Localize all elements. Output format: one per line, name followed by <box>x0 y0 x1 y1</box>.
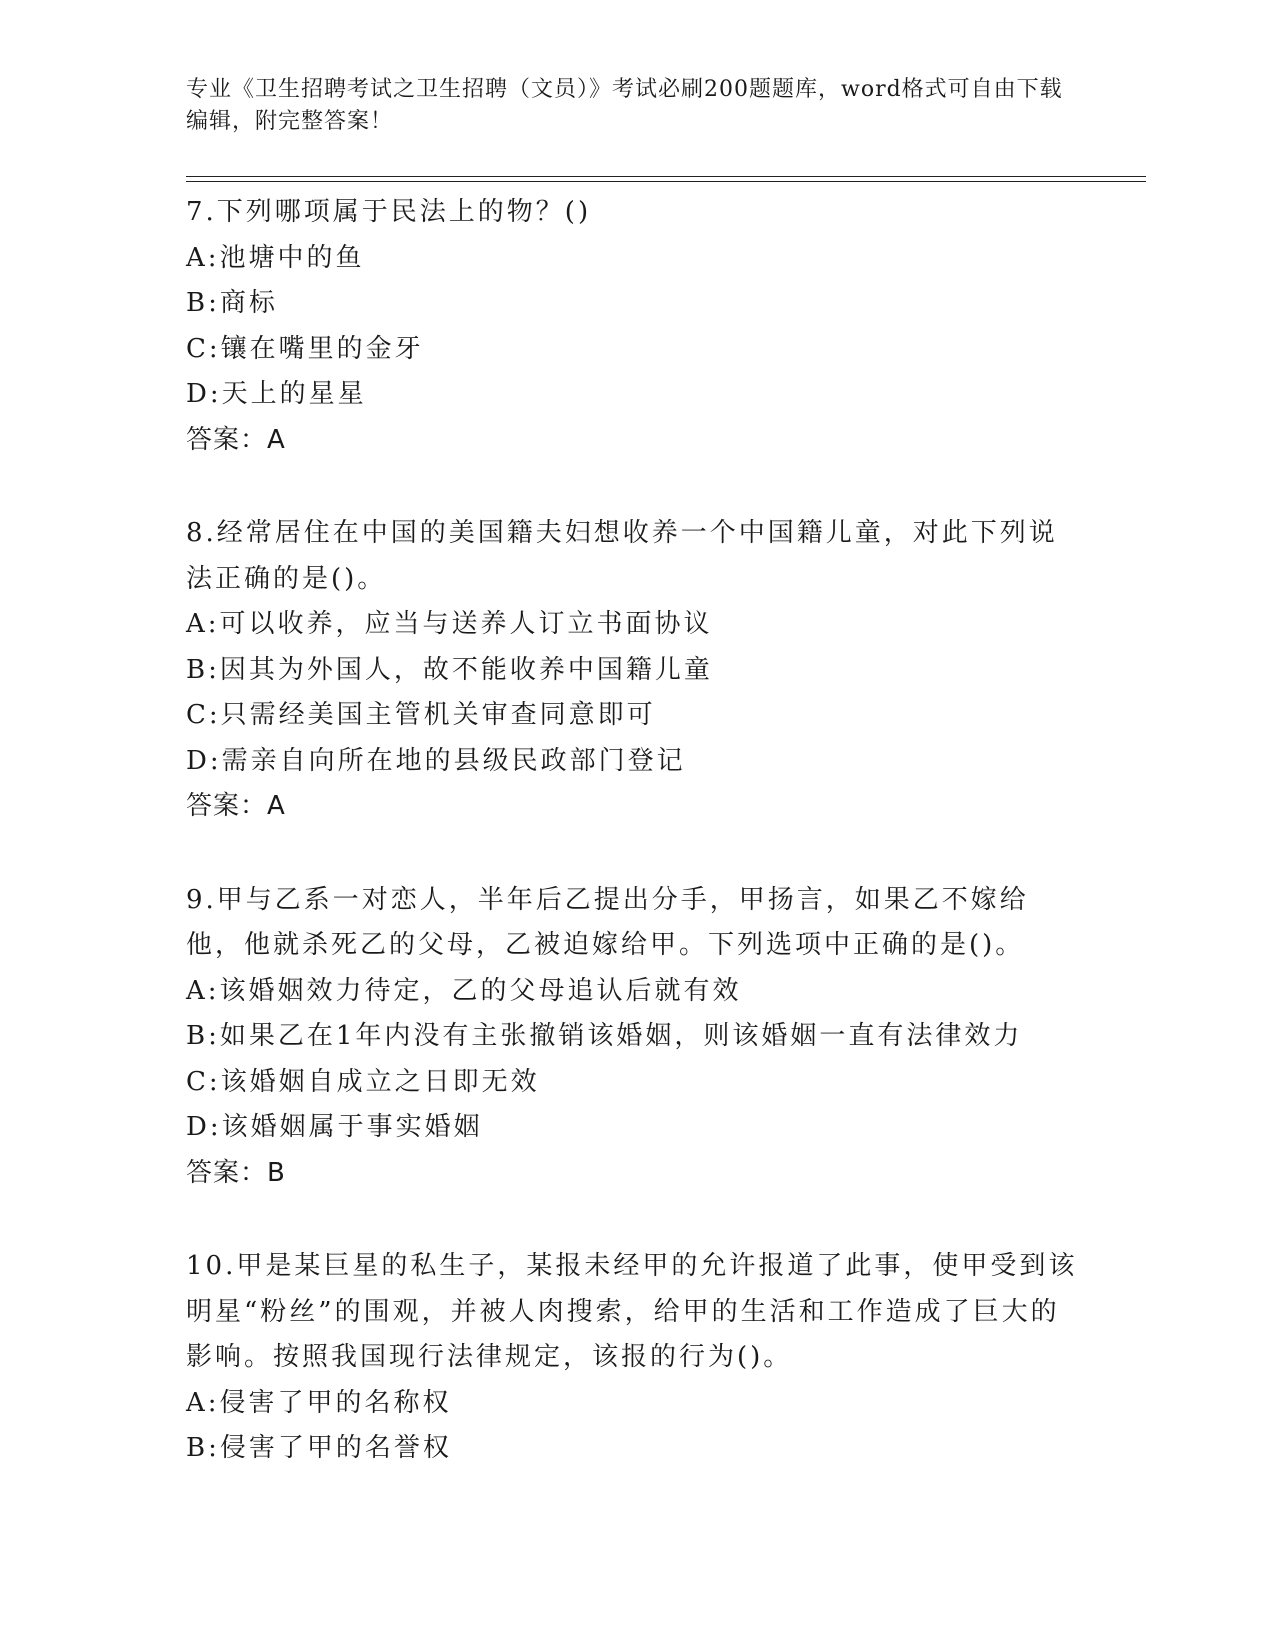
option-d: D:天上的星星 <box>186 379 367 409</box>
option-b: B:侵害了甲的名誉权 <box>186 1433 452 1463</box>
option-a: A:该婚姻效力待定，乙的父母追认后就有效 <box>186 975 742 1006</box>
question-list <box>186 190 1086 1520</box>
question-7 <box>186 190 1086 463</box>
question-9 <box>186 878 1086 1197</box>
option-a: A:可以收养，应当与送养人订立书面协议 <box>186 609 713 639</box>
header-divider-bottom <box>186 181 1146 182</box>
answer-label: 答案：A <box>186 791 286 821</box>
option-c: C:镶在嘴里的金牙 <box>186 333 424 364</box>
question-text: 8.经常居住在中国的美国籍夫妇想收养一个中国籍儿童，对此下列说法正确的是()。 <box>186 518 1058 594</box>
answer-label: 答案：A <box>186 424 286 455</box>
header-divider-top <box>186 176 1146 177</box>
option-b: B:因其为外国人，故不能收养中国籍儿童 <box>186 654 713 685</box>
option-d: D:需亲自向所在地的县级民政部门登记 <box>186 745 686 776</box>
option-d: D:该婚姻属于事实婚姻 <box>186 1112 483 1142</box>
option-c: C:该婚姻自成立之日即无效 <box>186 1066 540 1097</box>
question-8 <box>186 511 1086 830</box>
option-b: B:商标 <box>186 288 278 318</box>
question-text: 9.甲与乙系一对恋人，半年后乙提出分手，甲扬言，如果乙不嫁给他，他就杀死乙的父母，乙被迫嫁给甲。下列选项中正确的是()。 <box>186 884 1029 960</box>
question-text: 7.下列哪项属于民法上的物？() <box>186 197 592 227</box>
option-a: A:侵害了甲的名称权 <box>186 1387 452 1418</box>
option-c: C:只需经美国主管机关审查同意即可 <box>186 700 656 730</box>
answer-label: 答案：B <box>186 1157 286 1188</box>
option-b: B:如果乙在1年内没有主张撤销该婚姻，则该婚姻一直有法律效力 <box>186 1021 1023 1051</box>
option-a: A:池塘中的鱼 <box>186 242 365 273</box>
question-text: 10.甲是某巨星的私生子，某报未经甲的允许报道了此事，使甲受到该明星“粉丝”的围观，并被人肉搜索，给甲的生活和工作造成了巨大的影响。按照我国现行法律规定，该报的行为()。 <box>186 1251 1078 1372</box>
question-10 <box>186 1244 1086 1472</box>
document-intro: 专业《卫生招聘考试之卫生招聘（文员）》考试必刷200题题库，word格式可自由下载编辑，附完整答案！ <box>186 77 1063 134</box>
